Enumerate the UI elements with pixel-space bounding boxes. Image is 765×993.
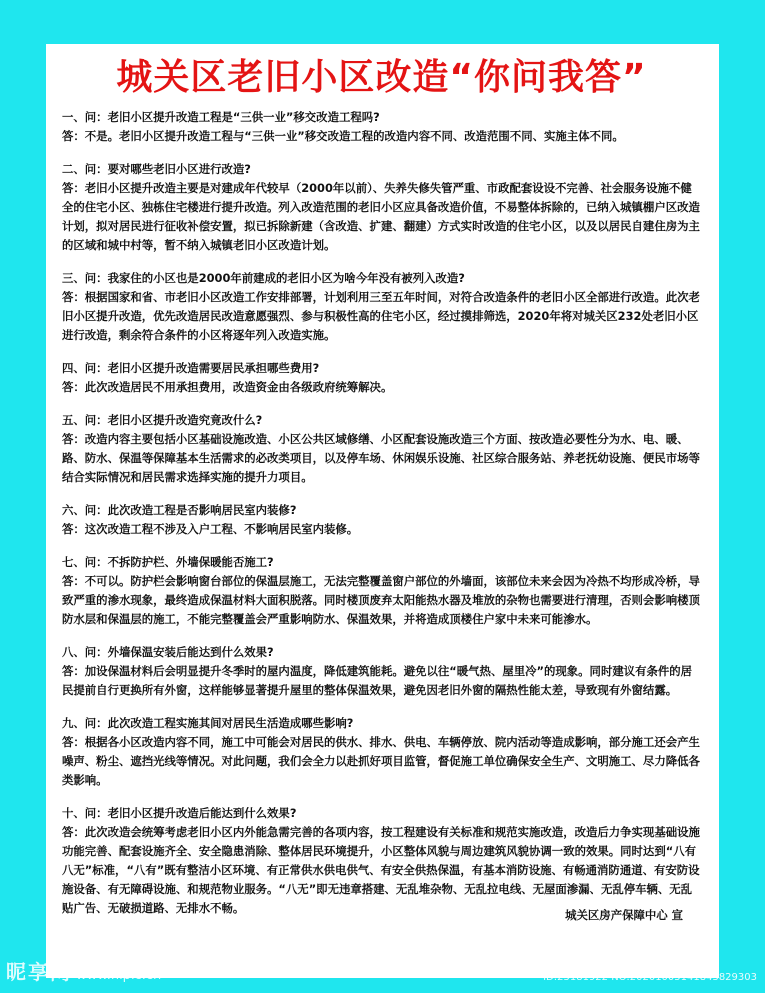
answer-1: 答：不是。老旧小区提升改造工程与“三供一业”移交改造工程的改造内容不同、改造范围不同、实施主体不同。 (62, 129, 624, 143)
notice-board (46, 44, 719, 978)
question-2: 二、问：要对哪些老旧小区进行改造? (62, 162, 251, 176)
answer-10: 答：此次改造会统筹考虑老旧小区内外能急需完善的各项内容，按工程建设有关标准和规范实施改造，改造后力争实现基础设施功能完善、配套设施齐全、安全隐患消除、整体居民环境提升，小区整体风貌与周边建筑风貌协调一致的效果。同时达到“八有八无”标准，“八有”既有整洁小区环境、有正常供水供电供气、有安全供热保温，有基本消防设施、有畅通消防通道、有安防设施设备、有无障碍设施、和规范物业服务。“八无”即无违章搭建、无乱堆杂物、无乱拉电线、无屋面渗漏、无乱停车辆、无乱贴广告、无破损道路、无排水不畅。 (62, 825, 700, 915)
page-title: 城关区老旧小区改造“你问我答” (116, 57, 647, 98)
qa-item-3 (62, 269, 701, 345)
answer-8: 答：加设保温材料后会明显提升冬季时的屋内温度，降低建筑能耗。避免以往“暖气热、屋里冷”的现象。同时建议有条件的居民提前自行更换所有外窗，这样能够显著提升屋里的整体保温效果，避免因老旧外窗的隔热性能太差，导致现有外窗结露。 (62, 664, 693, 697)
qa-item-7 (62, 553, 701, 629)
qa-item-8 (62, 643, 701, 700)
answer-5: 答：改造内容主要包括小区基础设施改造、小区公共区域修缮、小区配套设施改造三个方面、按改造必要性分为水、电、暖、路、防水、保温等保障基本生活需求的必改类项目，以及停车场、休闲娱乐设施、社区综合服务站、养老抚幼设施、便民市场等结合实际情况和居民需求选择实施的提升力项目。 (62, 432, 700, 484)
qa-item-6 (62, 501, 701, 539)
question-10: 十、问：老旧小区提升改造后能达到什么效果? (62, 806, 297, 820)
qa-item-4 (62, 359, 701, 397)
question-6: 六、问：此次改造工程是否影响居民室内装修? (62, 503, 297, 517)
answer-9: 答：根据各小区改造内容不同，施工中可能会对居民的供水、排水、供电、车辆停放、院内活动等造成影响，部分施工还会产生噪声、粉尘、遮挡光线等情况。对此问题，我们会全力以赴抓好项目监管，督促施工单位确保安全生产、文明施工、尽力降低各类影响。 (62, 735, 700, 787)
watermark (6, 956, 161, 985)
qa-item-5 (62, 411, 701, 487)
question-3: 三、问：我家住的小区也是2000年前建成的老旧小区为啥今年没有被列入改造? (62, 271, 465, 285)
answer-2: 答：老旧小区提升改造主要是对建成年代较早（2000年以前）、失养失修失管严重、市政配套设设不完善、社会服务设施不健全的住宅小区、独栋住宅楼进行提升改造。列入改造范围的老旧小区应具备改造价值，不易整体拆除的，已纳入城镇棚户区改造计划，拟对居民进行征收补偿安置，拟已拆除新建（含改造、扩建、翻建）方式实时改造的住宅小区，以及以居民自建住房为主的区域和城中村等，暂不纳入城镇老旧小区改造计划。 (62, 181, 700, 252)
question-7: 七、问：不拆防护栏、外墙保暖能否施工? (62, 555, 274, 569)
qa-item-2 (62, 160, 701, 255)
issuer-signature: 城关区房产保障中心 宣 (565, 908, 683, 922)
qa-item-10 (62, 804, 701, 918)
question-1: 一、问：老旧小区提升改造工程是“三供一业”移交改造工程吗? (62, 110, 380, 124)
qa-item-1 (62, 108, 701, 146)
question-5: 五、问：老旧小区提升改造究竟改什么? (62, 413, 263, 427)
answer-4: 答：此次改造居民不用承担费用，改造资金由各级政府统筹解决。 (62, 380, 393, 394)
answer-6: 答：这次改造工程不涉及入户工程、不影响居民室内装修。 (62, 522, 359, 536)
question-9: 九、问：此次改造工程实施其间对居民生活造成哪些影响? (62, 716, 354, 730)
answer-7: 答：不可以。防护栏会影响窗台部位的保温层施工，无法完整覆盖窗户部位的外墙面，该部位未来会因为冷热不均形成冷桥，导致严重的渗水现象，最终造成保温材料大面积脱落。同时楼顶废弃太阳能热水器及堆放的杂物也需要进行清理，否则会影响楼顶防水层和保温层的施工，不能完整覆盖会严重影响防水、保温效果，并将造成顶楼住户家中未来可能渗水。 (62, 574, 700, 626)
watermark-logo: 昵享网 (6, 960, 72, 984)
answer-3: 答：根据国家和省、市老旧小区改造工作安排部署，计划利用三至五年时间，对符合改造条件的老旧小区全部进行改造。此次老旧小区提升改造，优先改造居民改造意愿强烈、参与积极性高的住宅小区，经过摸排筛选，2020年将对城关区232处老旧小区进行改造，剩余符合条件的小区将逐年列入改造实施。 (62, 290, 700, 342)
question-4: 四、问：老旧小区提升改造需要居民承担哪些费用? (62, 361, 320, 375)
question-8: 八、问：外墙保温安装后能达到什么效果? (62, 645, 274, 659)
watermark-id: ID:25181922 NO:20201005141845829303 (543, 972, 757, 983)
qa-item-9 (62, 714, 701, 790)
watermark-site: www.nipic.cn (76, 968, 162, 983)
